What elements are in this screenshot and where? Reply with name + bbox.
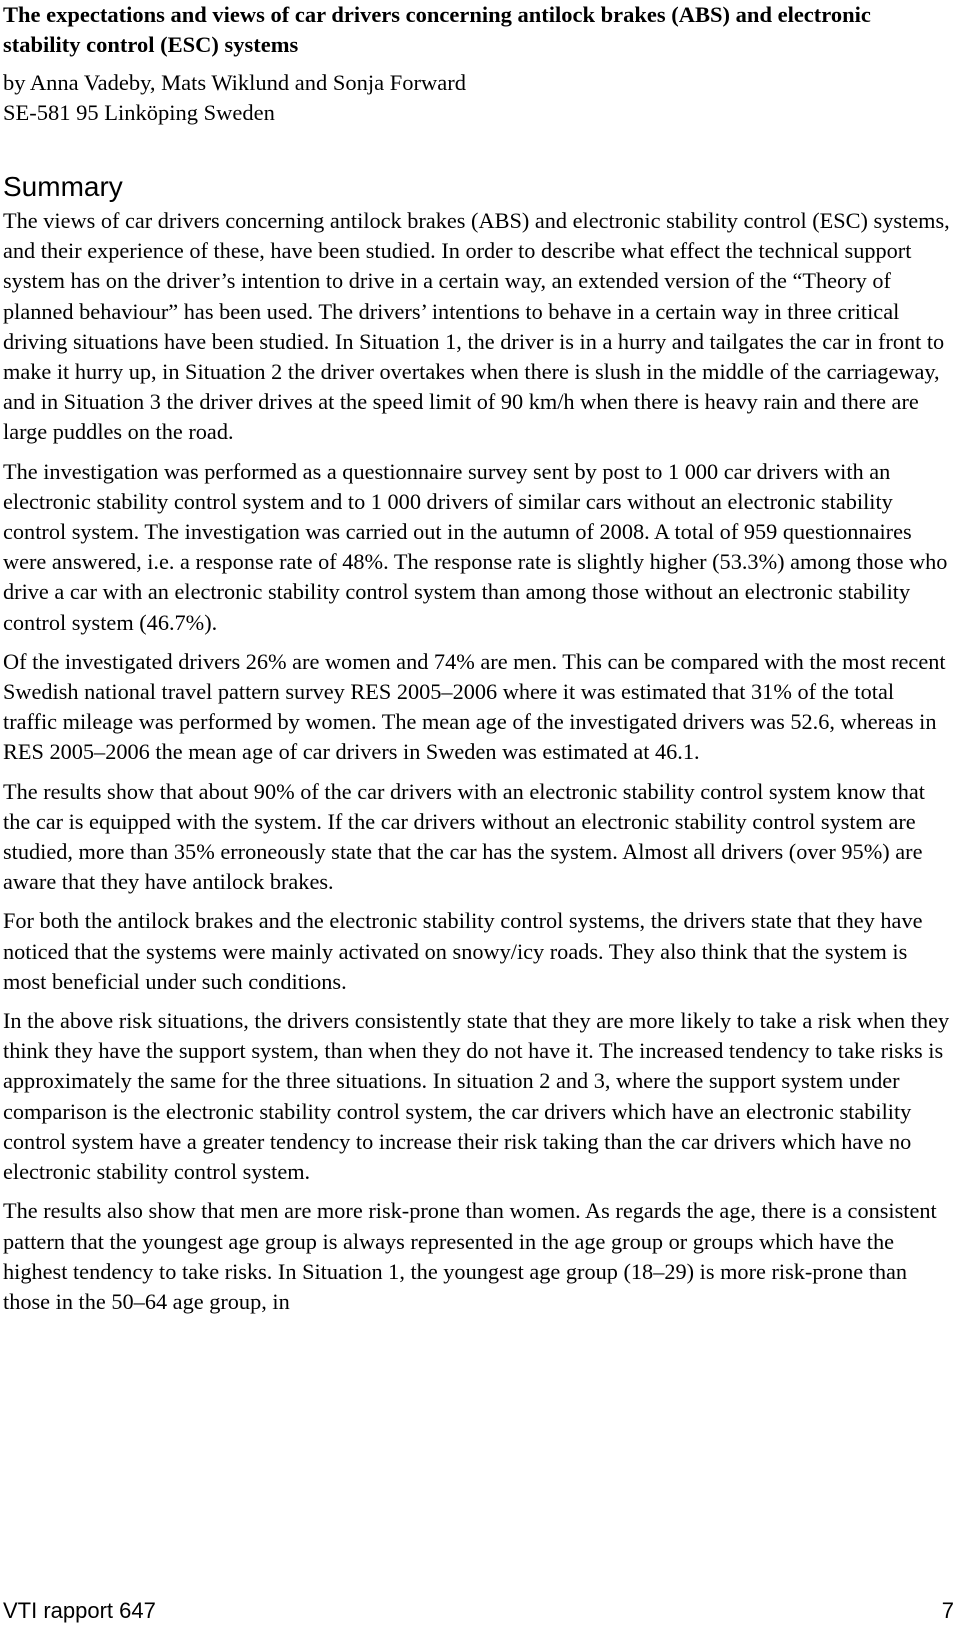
page-number: 7: [941, 1598, 954, 1623]
author-line: by Anna Vadeby, Mats Wiklund and Sonja Forward: [3, 70, 467, 95]
summary-paragraph-4: The results show that about 90% of the car drivers with an electronic stability control system know that the car is equipped with the system. If the car drivers without an electronic stability control system are studied, more than 35% erroneously state that the car has the system. Almost all drivers (over 95%) are aware that they have antilock brakes.: [3, 778, 926, 895]
summary-paragraph-6: In the above risk situations, the drivers consistently state that they are more likely to take a risk when they think they have the support system, than when they do not have it. The increased tendency to take risks is approximately the same for the three situations. In situation 2 and 3, where the support system under comparison is the electronic stability control system, the car drivers which have an electronic stability control system have a greater tendency to increase their risk taking than the car drivers which have no electronic stability control system.: [3, 1008, 950, 1185]
summary-paragraph-1: The views of car drivers concerning antilock brakes (ABS) and electronic stability control (ESC) systems, and their experience of these, have been studied. In order to describe what effect the technical support system has on the driver’s intention to drive in a certain way, an extended version of the “Theory of planned behaviour” has been used. The drivers’ intentions to behave in a certain way in three critical driving situations have been studied. In Situation 1, the driver is in a hurry and tailgates the car in front to make it hurry up, in Situation 2 the driver overtakes when there is slush in the middle of the carriageway, and in Situation 3 the driver drives at the speed limit of 90 km/h when there is heavy rain and there are large puddles on the road.: [3, 208, 950, 445]
report-number: VTI rapport 647: [3, 1598, 156, 1623]
page-footer: [3, 1597, 954, 1625]
section-heading: Summary: [3, 171, 123, 202]
address-line: SE-581 95 Linköping Sweden: [3, 100, 275, 125]
summary-paragraph-5: For both the antilock brakes and the electronic stability control systems, the drivers state that they have noticed that the systems were mainly activated on snowy/icy roads. They also think that the system is most beneficial under such conditions.: [3, 908, 923, 994]
summary-paragraph-3: Of the investigated drivers 26% are women and 74% are men. This can be compared with the most recent Swedish national travel pattern survey RES 2005–2006 where it was estimated that 31% of the total traffic mileage was performed by women. The mean age of the investigated drivers was 52.6, whereas in RES 2005–2006 the mean age of car drivers in Sweden was estimated at 46.1.: [3, 648, 946, 765]
report-title: The expectations and views of car drivers concerning antilock brakes (ABS) and electronic stability control (ESC) systems: [3, 2, 871, 57]
document-page: [3, 0, 953, 1326]
summary-paragraph-7: The results also show that men are more risk-prone than women. As regards the age, there is a consistent pattern that the youngest age group is always represented in the age group or groups which have the highest tendency to take risks. In Situation 1, the youngest age group (18–29) is more risk-prone than those in the 50–64 age group, in: [3, 1198, 937, 1314]
summary-paragraph-2: The investigation was performed as a questionnaire survey sent by post to 1 000 car drivers with an electronic stability control system and to 1 000 drivers of similar cars without an electronic stability control system. The investigation was carried out in the autumn of 2008. A total of 959 questionnaires were answered, i.e. a response rate of 48%. The response rate is slightly higher (53.3%) among those who drive a car with an electronic stability control system than among those without an electronic stability control system (46.7%).: [3, 458, 948, 635]
